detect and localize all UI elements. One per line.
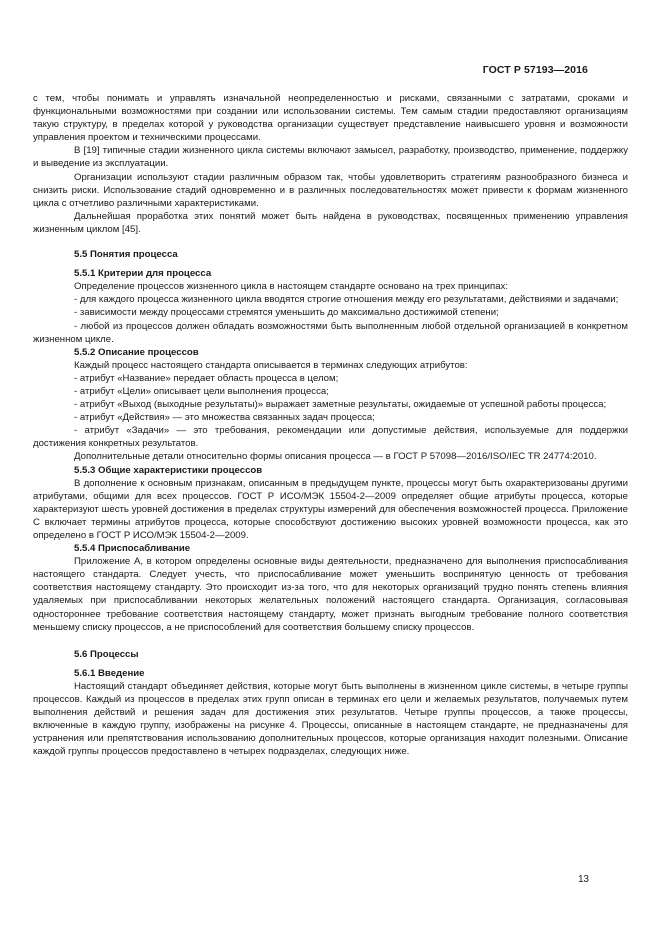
- paragraph: Приложение А, в котором определены основные виды деятельности, предназначено для выполнения приспосабливания настоящего стандарта. Следует учесть, что приспосабливание может уменьшить воспринятую ценность от требования соответствия настоящему стандарту. Это происходит из-за того, что для некоторых организаций трудно понять степень влияния удаляемых при приспосабливании некоторых желательных положений настоящего стандарта. Организация, согласовывая одностороннее требование соответствия настоящему стандарту, может признать выгодным требование полного соответствия меньшему списку процессов, а не приспособлений для соответствия большему списку процессов.: [33, 556, 628, 633]
- section-heading-5-5: 5.5 Понятия процесса: [74, 249, 178, 261]
- page-number: 13: [578, 874, 589, 885]
- list-item: - атрибут «Цели» описывает цели выполнения процесса;: [74, 385, 329, 397]
- list-item: - зависимости между процессами стремятся уменьшить до максимально достижимой степени;: [74, 307, 499, 319]
- paragraph: Определение процессов жизненного цикла в настоящем стандарте основано на трех принципах:: [74, 281, 508, 293]
- subsection-heading-5-5-4: 5.5.4 Приспосабливание: [74, 543, 191, 555]
- list-item: - атрибут «Задачи» — это требования, рекомендации или допустимые действия, используемые для поддержки достижения конкретных результатов.: [33, 425, 628, 450]
- list-item: - атрибут «Название» передает область процесса в целом;: [74, 372, 339, 384]
- document-body: [33, 92, 628, 759]
- list-item: - для каждого процесса жизненного цикла вводятся строгие отношения между его результатами, действиями и задачами;: [74, 294, 619, 306]
- subsection-heading-5-6-1: 5.6.1 Введение: [74, 667, 145, 679]
- list-item: - атрибут «Действия» — это множества связанных задач процесса;: [74, 412, 375, 424]
- section-heading-5-6: 5.6 Процессы: [74, 648, 139, 660]
- paragraph: В [19] типичные стадии жизненного цикла системы включают замысел, разработку, производство, применение, поддержку и выведение из эксплуатации.: [33, 145, 628, 170]
- paragraph: Каждый процесс настоящего стандарта описывается в терминах следующих атрибутов:: [74, 359, 468, 371]
- paragraph: Организации используют стадии различным образом так, чтобы удовлетворить стратегиям разнообразного бизнеса и снизить риски. Использование стадий одновременно и в различных последовательностях может привести к формам жизненного цикла с отчетливо различными характеристиками.: [33, 171, 628, 209]
- standard-header: ГОСТ Р 57193—2016: [482, 64, 588, 76]
- paragraph: В дополнение к основным признакам, описанным в предыдущем пункте, процессы могут быть охарактеризованы другими атрибутами, общими для всех процессов. ГОСТ Р ИСО/МЭК 15504-2—2009 определяет общие атрибуты процесса, которые характеризуют шесть уровней достижения в пределах структуры измерений для обеспечения возможностей процесса. Приложение С включает термины атрибутов процесса, которые способствуют достижению высоких уровней возможности процесса, как это определено в ГОСТ Р ИСО/МЭК 15504-2—2009.: [33, 477, 628, 541]
- paragraph: с тем, чтобы понимать и управлять изначальной неопределенностью и рисками, связанными с затратами, сроками и функциональными возможностями при создании или использовании системы. Тем самым стадии предоставляют организациям такую структуру, в пределах которой у руководства организации существует представление наивысшего уровня и возможности управления проектом и техническими процессами.: [33, 93, 628, 144]
- paragraph: Дополнительные детали относительно формы описания процесса — в ГОСТ Р 57098—2016/ISO/IEC TR 24774:2010.: [74, 451, 597, 463]
- subsection-heading-5-5-3: 5.5.3 Общие характеристики процессов: [74, 464, 263, 476]
- paragraph: Настоящий стандарт объединяет действия, которые могут быть выполнены в жизненном цикле системы, в четыре группы процессов. Каждый из процессов в пределах этих групп описан в терминах его цели и желаемых результатов, получаемых путем выполнения действий и решения задач для достижения этих результатов. Четыре группы процессов, а также процессы, включенные в каждую группу, изображены на рисунке 4. Процессы, описанные в настоящем стандарте, не предназначены для устранения или препятствования использованию дополнительных процессов, которые организация находит полезными. Описание каждой группы процессов предоставлено в четырех подразделах, следующих ниже.: [33, 680, 628, 758]
- subsection-heading-5-5-1: 5.5.1 Критерии для процесса: [74, 268, 212, 280]
- paragraph: Дальнейшая проработка этих понятий может быть найдена в руководствах, посвященных применению управления жизненным циклом [45].: [33, 210, 628, 235]
- subsection-heading-5-5-2: 5.5.2 Описание процессов: [74, 346, 199, 358]
- list-item: - атрибут «Выход (выходные результаты)» выражает заметные результаты, ожидаемые от успешной работы процесса;: [74, 399, 607, 411]
- list-item: - любой из процессов должен обладать возможностями быть выполненным любой отдельной организацией в конкретном жизненном цикле.: [33, 320, 628, 345]
